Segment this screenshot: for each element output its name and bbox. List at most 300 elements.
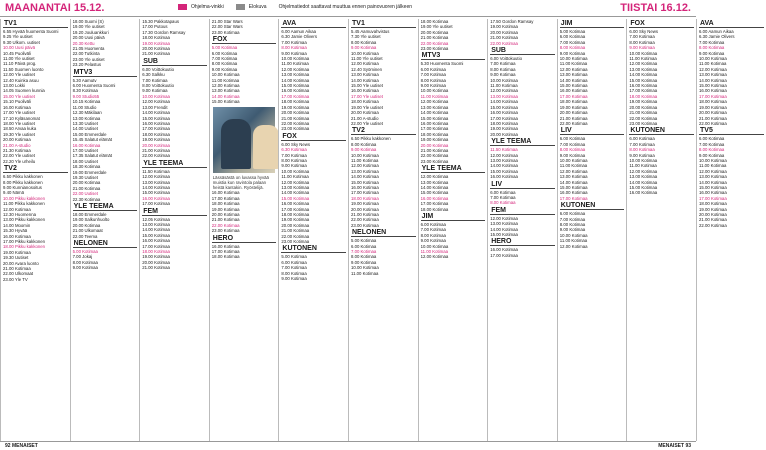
program-listing: 12.00 Kotimaa (281, 66, 310, 72)
program-listing: 21.00 Kotimaa (699, 115, 727, 121)
program-listing: 7.00 Kotimaa (351, 249, 377, 255)
program-listing: 8.00 Kotimaa (629, 147, 655, 153)
program-listing: 19.00 Yle uutiset (351, 104, 383, 110)
program-listing: 8.00 Kotimaa (699, 147, 725, 153)
program-listing: 15.10 Puoliväli (3, 99, 31, 105)
program-listing: 21.00 Kotimaa (211, 217, 240, 223)
channel-heading: YLE TEEMA (421, 164, 486, 173)
page-num-left: 92 (5, 443, 11, 449)
program-listing: 22.00 Tutkinta (72, 51, 100, 57)
program-listing: 8.00 Pikku kakkonen (3, 179, 43, 185)
schedule-column (0, 19, 70, 441)
program-listing: 15.00 Kotimaa (699, 184, 727, 190)
program-listing: 14.00 Kotimaa (559, 77, 588, 83)
program-listing: 6.30 Jamie Olivers (699, 34, 735, 40)
program-listing: 8.00 Kotimaa (559, 45, 586, 51)
program-listing: 6.00 Kotimaa (559, 136, 586, 142)
program-listing: 22.00 Kotimaa (351, 217, 379, 223)
program-listing: 17.10 Kyläsanomat (3, 115, 40, 121)
program-listing: 15.00 Yle uutiset (3, 93, 35, 99)
program-listing: 6.50 Pikku kakkonen (3, 174, 43, 180)
program-listing: 12.00 Kotimaa (699, 168, 727, 174)
channel-heading: KUTONEN (281, 244, 346, 253)
program-listing: 19.00 Kotimaa (351, 201, 379, 207)
program-listing: 18.00 Kotimaa (142, 249, 170, 255)
program-listing: 14.00 Kotimaa (211, 93, 240, 99)
program-listing: 20.00 Avara luonto (3, 260, 39, 266)
program-listing: 6.00 Voittokuutio (142, 66, 174, 72)
page-number-left (5, 443, 38, 449)
program-listing: 20.00 Kotimaa (3, 137, 31, 143)
program-listing: 18.00 Yle uutiset (3, 120, 35, 126)
program-listing: 9.00 Kotimaa (351, 259, 377, 265)
program-listing: 9.00 Kunnianosoitus (3, 184, 42, 190)
program-listing: 11.00 Kotimaa (699, 163, 727, 169)
program-listing: 22.00 Yle uutiset (3, 153, 35, 159)
program-listing: 17.00 Kotimaa (142, 126, 170, 132)
program-listing: 16.00 Kotimaa (281, 201, 310, 207)
program-listing: 6.30 Salkku (142, 72, 165, 78)
program-listing: 18.00 Kotimaa (281, 99, 310, 105)
program-listing: 11.00 Kotimaa (351, 270, 379, 276)
program-listing: 12.40 Syöminen (351, 66, 383, 72)
program-listing: 16.00 Kotimaa (629, 83, 658, 89)
program-listing: 22.00 Kotimaa (559, 120, 588, 126)
program-listing: 19.00 Kotimaa (629, 99, 658, 105)
program-listing: 19.00 Emmerdale (72, 169, 107, 175)
program-listing: 15.00 Kotimaa (281, 83, 310, 89)
program-listing: 6.00 Kotimaa (490, 189, 516, 195)
channel-heading: FEM (490, 206, 555, 215)
program-listing: 19.00 Kotimaa (699, 104, 727, 110)
channel-heading: MTV3 (73, 68, 138, 77)
program-listing: 10.00 Kotimaa (559, 232, 588, 238)
program-listing: 21.00 Kotimaa (3, 266, 31, 272)
program-listing: 21.00 Kotimaa (281, 228, 310, 234)
legend (178, 4, 412, 10)
program-listing: 21.00 Kotimaa (629, 110, 658, 116)
program-listing: 21.00 Kotimaa (420, 35, 449, 41)
program-listing: 13.00 Kotimaa (142, 179, 170, 185)
program-listing: 23.00 Kotimaa (420, 158, 449, 164)
channel-heading: FEM (142, 207, 207, 216)
program-listing: 14.00 Kotimaa (629, 179, 658, 185)
program-listing: 14.00 Kotimaa (281, 190, 310, 196)
program-listing: 15.00 Kotimaa (142, 115, 170, 121)
program-listing: 16.00 Kotimaa (142, 120, 170, 126)
program-listing: 17.00 Yle uutiset (3, 110, 35, 116)
program-listing: 15.00 Yle uutiset (351, 83, 383, 89)
program-listing: 16.00 Kotimaa (72, 142, 101, 148)
program-listing: 8.00 Voittokuutio (142, 83, 174, 89)
program-listing: 6.00 Aamun Aikaa (281, 29, 317, 34)
program-listing: 19.00 Yle uutiset (72, 24, 105, 30)
program-listing: 17.00 Kotimaa (142, 201, 170, 207)
program-listing: 9.00 Kotimaa (351, 45, 377, 51)
program-listing: 15.00 Kotimaa (490, 104, 518, 110)
program-listing: 19.00 Kotimaa (281, 217, 310, 223)
program-listing: 23.00 Kotimaa (351, 222, 379, 228)
program-listing: 14.00 Kotimaa (142, 184, 170, 190)
program-listing: 12.00 Kotimaa (420, 99, 449, 105)
program-listing: 21.00 Kotimaa (281, 115, 310, 121)
program-listing: 6.00 Huomenta Suomi (72, 83, 116, 89)
schedule-column (626, 19, 696, 441)
program-listing: 15.45 Salatut elämät (72, 137, 113, 143)
program-listing: 20.30 Kettu (72, 40, 95, 46)
program-listing: 20.00 Kotimaa (699, 110, 727, 116)
schedule-column (418, 19, 488, 441)
program-listing: 13.00 Kotimaa (351, 72, 379, 78)
channel-heading: HERO (490, 237, 555, 246)
program-listing: 9.00 Kotimaa (211, 66, 238, 72)
program-listing: 18.00 Kotimaa (629, 93, 658, 99)
program-listing: 22.00 Ulkomaat (3, 271, 34, 277)
program-listing: 17.00 Kotimaa (699, 93, 727, 99)
program-listing: 23.00 Kotimaa (281, 126, 310, 132)
program-listing: 7.00 Kotimaa (629, 34, 655, 40)
program-listing: 15.00 Kotimaa (142, 190, 170, 196)
program-listing: 8.00 Kotimaa (559, 222, 586, 227)
program-listing: 22.00 Kotimaa (699, 222, 727, 228)
program-listing: 21.00 A-studio (3, 142, 31, 148)
channel-heading: KUTONEN (629, 126, 694, 135)
program-listing: 22.00 Yle uutiset (351, 120, 383, 126)
program-listing: 18.00 Kotimaa (420, 19, 449, 24)
channel-heading: FOX (281, 132, 346, 141)
program-listing: 14.00 Kotimaa (490, 163, 518, 169)
program-listing: 20.00 Kotimaa (281, 222, 310, 228)
program-listing: 7.00 Kotimaa (559, 141, 586, 147)
channel-heading: YLE TEEMA (490, 137, 555, 146)
program-listing: 19.00 Kotimaa (490, 24, 518, 30)
program-listing: 12.00 Kotimaa (629, 168, 658, 174)
program-listing: 11.00 Kotimaa (281, 61, 309, 67)
program-listing: 10.00 Kotimaa (281, 168, 310, 174)
program-listing: 12.40 Kuinka asuu (3, 77, 39, 83)
program-listing: 18.00 Kotimaa (699, 201, 727, 207)
program-listing: 12.00 Yle uutiset (3, 72, 35, 78)
program-listing: 21.00 Kotimaa (559, 115, 588, 121)
program-listing: 18.00 Kotimaa (142, 35, 170, 41)
program-listing: 6.00 Kotimaa (351, 243, 377, 249)
channel-heading: NELONEN (73, 239, 138, 248)
program-listing: 15.00 Kotimaa (629, 77, 658, 83)
program-listing: 22.00 Kotimaa (699, 120, 727, 126)
program-listing: 11.00 Kotimaa (559, 163, 588, 169)
program-listing: 7.00 Kotimaa (559, 216, 586, 222)
program-listing: 13.00 Kotimaa (559, 174, 588, 180)
program-listing: 9.00 Kotimaa (72, 265, 98, 271)
program-listing: 21.00 Kotimaa (142, 265, 170, 271)
program-listing: 9.00 Kotimaa (420, 83, 446, 89)
program-listing: 19.00 Kotimaa (211, 206, 240, 212)
channel-heading: SUB (490, 46, 555, 55)
program-listing: 22.00 Kotimaa (211, 222, 240, 228)
program-listing: 11.00 Kotimaa (211, 77, 240, 83)
program-listing: 20.00 Kotimaa (142, 46, 170, 52)
program-listing: 19.00 Kotimaa (490, 126, 518, 132)
program-listing: 6.00 Kotimaa (420, 222, 446, 227)
schedule-column (487, 19, 557, 441)
program-listing: 13.00 Kotimaa (420, 104, 449, 110)
program-listing: 17.00 Kotimaa (420, 126, 449, 132)
program-listing: 19.30 Uutiset (3, 255, 29, 261)
program-listing: 6.00 Kotimaa (420, 66, 446, 72)
channel-heading: LIV (560, 126, 625, 135)
program-listing: 8.00 Kotimaa (211, 61, 238, 67)
program-listing: 7.00 Kotimaa (142, 77, 168, 83)
program-listing: 23.20 Pelastus (72, 62, 102, 68)
program-listing: 5.30 Aamutv (72, 77, 97, 83)
program-listing: 14.00 Kotimaa (420, 184, 449, 190)
program-listing: 9.00 Kotimaa (699, 50, 725, 56)
program-listing: 18.00 Kotimaa (490, 120, 518, 126)
program-listing: 17.00 Putous (142, 24, 168, 30)
program-listing: 5.00 Kotimaa (72, 249, 98, 255)
program-listing: 21.05 Huomenta (72, 46, 105, 52)
program-listing: 13.00 Pikku kakkonen (3, 217, 46, 223)
program-listing: 11.00 Kotimaa (629, 163, 657, 169)
channel-heading: TV1 (351, 19, 416, 28)
program-listing: 13.00 Kotimaa (281, 72, 310, 78)
program-listing: 19.00 Kotimaa (3, 249, 31, 255)
program-listing: 22.00 Kotimaa (142, 153, 170, 159)
program-listing: 13.00 Kotimaa (490, 157, 518, 163)
program-listing: 11.00 Studio (72, 104, 97, 110)
program-listing: 14.00 Kotimaa (699, 77, 727, 83)
program-listing: 16.00 Kotimaa (142, 238, 170, 244)
program-listing: 21.00 Kotimaa (72, 185, 101, 191)
program-listing: 18.00 Kotimaa (559, 99, 588, 105)
program-listing: 23.00 Kotimaa (281, 239, 310, 245)
program-listing: 13.00 Kotimaa (699, 72, 727, 78)
program-listing: 21.00 Kotimaa (142, 51, 170, 57)
program-listing: 21.30 Kotimaa (3, 147, 31, 153)
program-listing: 7.00 Jokaj (72, 254, 93, 260)
channel-heading: JIM (560, 19, 625, 28)
mag-name-left: MENAISET (11, 443, 38, 449)
program-listing: 10.00 Kotimaa (629, 50, 658, 56)
program-listing: 11.50 Kotimaa (490, 147, 518, 153)
program-listing: 22.00 Kotimaa (629, 115, 658, 121)
program-listing: 20.00 Kotimaa (420, 29, 449, 35)
program-listing: 14.00 Kotimaa (490, 99, 518, 105)
program-listing: 17.00 Kotimaa (490, 115, 518, 121)
program-listing: 12.00 Kotimaa (142, 174, 170, 180)
legend-swatch-tip (178, 4, 187, 10)
program-listing: 23.00 Kotimaa (211, 29, 240, 35)
program-listing: 13.00 Kotimaa (629, 66, 658, 72)
program-listing: 16.00 Kotimaa (559, 190, 588, 196)
photo-caption: Lässäsästä on luvassa hyvää muistia kun ravintola palaan heistä kantakin. Ryöstelijä. (212, 174, 269, 191)
program-listing: 11.00 Kotimaa (699, 61, 727, 67)
schedule-column (209, 19, 279, 441)
program-listing: 9.00 Kotimaa (420, 238, 446, 244)
program-listing: 17.00 Kotimaa (559, 93, 588, 99)
program-listing: 9.00 Kotimaa (281, 163, 307, 169)
page-number-right (658, 443, 691, 449)
program-listing: 18.00 Kotimaa (420, 206, 449, 212)
person-figure (221, 119, 251, 169)
program-listing: 12.30 Mäkilaan (72, 110, 102, 116)
program-listing: 9.00 Kotimaa (142, 88, 168, 94)
program-listing: 20.00 Kotimaa (211, 211, 240, 217)
page-header (0, 0, 696, 17)
program-listing: 14.05 Suomen kunnia (3, 88, 45, 94)
program-listing: 17.00 Kotimaa (211, 248, 240, 254)
program-listing: 9.00 Kotimaa (559, 50, 586, 56)
program-listing: 17.00 Kotimaa (699, 195, 727, 201)
program-listing: 15.00 Kotimaa (142, 232, 170, 238)
program-listing: 12.00 Kotimaa (629, 61, 658, 67)
program-listing: 16.00 Kotimaa (351, 184, 379, 190)
program-listing: 9.00 Kotimaa (281, 276, 307, 282)
program-listing: 9.00 Studio55 (72, 93, 100, 99)
program-listing: 5.00 Kotimaa (281, 254, 307, 260)
program-listing: 17.00 Kotimaa (490, 252, 518, 258)
program-listing: 17.00 Kotimaa (142, 243, 170, 249)
program-listing: 17.00 Kotimaa (211, 195, 240, 201)
program-listing: 14.00 Kotimaa (142, 110, 170, 116)
program-listing: 20.00 Kotimaa (351, 206, 379, 212)
program-listing: 10.00 Kotimaa (420, 88, 449, 94)
program-listing: 7.00 Kotimaa (699, 39, 725, 45)
program-listing: 10.15 Kotimaa (72, 99, 101, 105)
program-listing: 10.00 Kotimaa (699, 56, 727, 62)
channel-heading: KUTONEN (560, 201, 625, 210)
program-listing: 20.00 Kotimaa (559, 110, 588, 116)
program-listing: 8.00 Kotimaa (629, 39, 655, 45)
program-listing: 15.00 Kotimaa (281, 195, 310, 201)
program-listing: 6.55 Hyvää huomenta Suomi (3, 29, 59, 34)
schedule-column (70, 19, 140, 441)
program-listing: 15.00 Kotimaa (559, 83, 588, 89)
program-listing: 22.00 Uutiset (72, 191, 98, 197)
page-num-right: 93 (685, 443, 691, 449)
program-listing: 13.00 Kotimaa (420, 179, 449, 185)
program-listing: 11.50 Suomen luonto (3, 66, 44, 72)
program-listing: 16.00 Kotimaa (211, 190, 240, 196)
program-listing: 11.00 Yle uutiset (3, 56, 35, 62)
program-listing: 6.00 Sky News (629, 29, 659, 34)
program-listing: 18.00 Kotimaa (142, 131, 170, 137)
program-listing: 11.10 Päivä prog. (3, 61, 37, 67)
program-listing: 6.00 Voittokuutio (490, 56, 522, 62)
program-listing: 17.00 Kotimaa (420, 201, 449, 207)
program-listing: 6.50 Pikku kakkonen (351, 136, 391, 142)
program-listing: 9.25 Yle uutiset (3, 34, 33, 40)
program-listing: 5.00 Kotimaa (351, 238, 377, 244)
program-listing: 10.00 Kotimaa (211, 72, 240, 78)
program-listing: 9.30 Ulkom. uutiset (3, 39, 40, 45)
program-listing: 20.00 Kotimaa (72, 180, 101, 186)
program-listing: 10.00 Pikku kakkonen (3, 195, 46, 201)
program-listing: 16.00 Kotimaa (420, 120, 449, 126)
program-listing: 10.00 Kotimaa (490, 77, 518, 83)
program-listing: 9.00 Kotimaa (490, 72, 516, 78)
person-figure (253, 125, 279, 169)
program-listing: 12.00 Kotimaa (490, 152, 518, 158)
program-listing: 5.00 Kotimaa (211, 45, 238, 51)
day-title-right: TIISTAI 16.12. (620, 2, 691, 14)
program-listing: 9.00 Kotimaa (351, 147, 377, 153)
program-listing: 17.00 Uutiset (72, 147, 98, 153)
program-listing: 11.00 Yle uutiset (351, 56, 383, 62)
program-listing: 20.00 Kotimaa (72, 222, 101, 228)
program-listing: 15.00 Kotimaa (420, 190, 449, 196)
program-listing: 12.00 Kotimaa (211, 83, 240, 89)
program-listing: 13.00 Kotimaa (211, 88, 240, 94)
channel-heading: YLE TEEMA (73, 202, 138, 211)
program-listing: 13.00 Frendit (142, 104, 168, 110)
program-listing: 22.00 Kotimaa (420, 40, 449, 46)
program-listing: 19.00 Kotimaa (142, 254, 170, 260)
program-listing: 7.00 Kotimaa (281, 265, 307, 271)
day-title-left: MAANANTAI 15.12. (5, 2, 105, 14)
program-listing: 11.00 Kotimaa (490, 83, 518, 89)
program-listing: 12.00 Kotimaa (559, 168, 588, 174)
program-listing: 16.00 Kotimaa (629, 190, 658, 196)
program-listing: 12.00 Kotimaa (490, 215, 518, 221)
program-listing: 21.00 Ulkomaat (72, 228, 103, 234)
program-listing: 19.00 Kotimaa (281, 104, 310, 110)
program-listing: 16.00 Kotimaa (211, 243, 240, 249)
program-listing: 15.00 Kotimaa (629, 184, 658, 190)
program-listing: 14.00 Kotimaa (559, 179, 588, 185)
channel-heading: LIV (490, 180, 555, 189)
program-listing: 16.00 Kotimaa (3, 233, 31, 239)
program-listing: 18.00 Emmerdale (72, 212, 107, 217)
program-listing: 14.00 Kotimaa (351, 77, 379, 83)
program-listing: 8.00 Kotimaa (490, 200, 516, 206)
program-listing: 22.20 Yle urheilu (3, 158, 36, 164)
program-listing: 10.00 Uusi päivä (3, 45, 36, 51)
program-listing: 20.00 Kotimaa (629, 104, 658, 110)
program-listing: 10.00 Kotimaa (281, 56, 310, 62)
program-listing: 12.00 Kotimaa (420, 174, 449, 180)
program-listing: 17.00 Kotimaa (351, 190, 379, 196)
program-listing: 17.00 Kotimaa (559, 195, 588, 201)
program-listing: 13.30 Uutiset (72, 120, 98, 126)
program-listing: 9.00 Kotimaa (699, 152, 725, 158)
program-listing: 17.50 Gordon Ramsay (490, 19, 534, 24)
program-listing: 20.00 Kotimaa (142, 259, 170, 265)
program-listing: 11.00 Pikku kakkonen (3, 201, 45, 207)
program-listing: 10.00 Kotimaa (559, 157, 588, 163)
channel-heading: SUB (142, 57, 207, 66)
program-listing: 14.00 Kotimaa (420, 110, 449, 116)
program-photo (213, 107, 276, 173)
program-listing: 22.00 Star Wars (211, 24, 243, 30)
program-listing: 18.00 Kotimaa (211, 254, 240, 260)
program-listing: 17.00 Kotimaa (281, 93, 310, 99)
program-listing: 15.30 Hyvää (3, 228, 28, 234)
program-listing: 16.00 Kotimaa (559, 88, 588, 94)
program-listing: 7.00 Kotimaa (281, 39, 307, 45)
program-listing: 8.00 Kotimaa (351, 39, 377, 45)
program-listing: 7.00 Kotimaa (490, 61, 516, 67)
program-listing: 23.00 Kotimaa (420, 46, 449, 52)
program-listing: 7.00 Kotimaa (629, 141, 655, 147)
program-listing: 19.00 Kotimaa (420, 137, 449, 143)
program-listing: 11.00 Kotimaa (559, 238, 588, 244)
program-listing: 12.00 Kotimaa (351, 163, 379, 169)
program-listing: 14.00 Kotimaa (490, 226, 518, 232)
program-listing: 9.00 Kotimaa (629, 45, 655, 51)
program-listing: 20.00 Kotimaa (142, 142, 170, 148)
program-listing: 14.00 Kotimaa (629, 72, 658, 78)
